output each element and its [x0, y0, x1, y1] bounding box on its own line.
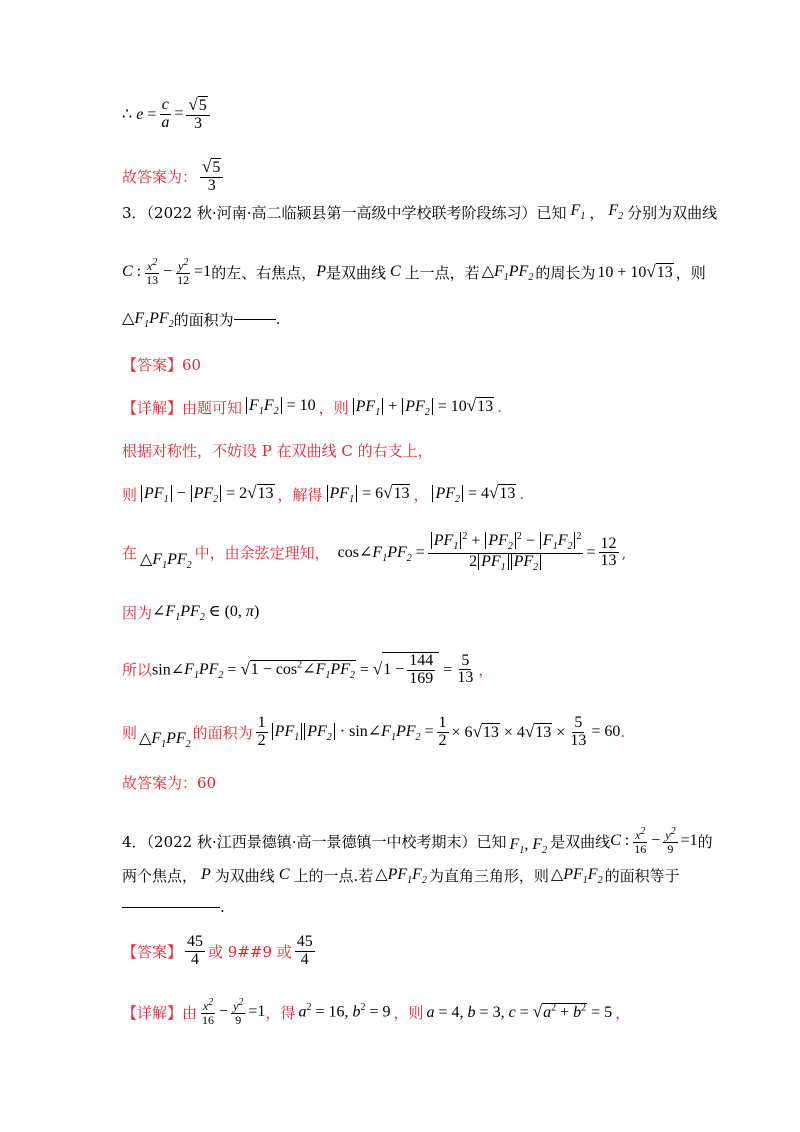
- detail-line-7: 则 $\triangle F_1PF_2$ 的面积为 $\frac{1}{2}$ $PF_1$ $PF_2$ · $\sin\angle F_1PF_2$ = $\frac{1}{2}$ × 6√13 × 4√13 × $\frac{5}{13}$ = 60 .: [122, 713, 626, 751]
- answer-line-2: 故答案为： $\frac{√5}{3}$: [122, 158, 226, 195]
- q3-text: 上一点，若: [404, 263, 480, 282]
- answer-4: 【答案】 $\frac{45}{4}$ 或 9##9 或 $\frac{45}{4}$: [122, 933, 313, 968]
- q4-text: 的: [697, 832, 713, 851]
- answer-value: 60: [182, 355, 202, 374]
- q3-text: 的面积为: [173, 310, 234, 329]
- q4-text: 两个焦点，: [122, 866, 198, 885]
- detail-text: 则: [122, 723, 138, 742]
- final-answer-3: 故答案为：60: [122, 774, 217, 792]
- question-3-line-1: 3．（2022 秋·河南·高二临颍县第一高级中学校联考阶段练习）已知 $F_1$ ， $F_2$ 分别为双曲线: [122, 202, 718, 223]
- q3-text: 的周长为: [535, 263, 596, 282]
- detail-line-3: 则 $PF_1 - PF_2 = 2√13$ ，解得 $PF_1 = 6√13$ ， $PF_2 = 4√13$ .: [122, 483, 525, 506]
- answer-value: 或 9##9 或: [208, 942, 292, 961]
- answer-3: [122, 354, 201, 375]
- answer-blank: [122, 906, 220, 908]
- detail-label: 【详解】: [122, 1003, 183, 1022]
- detail-text: ，得: [265, 1003, 296, 1022]
- answer-label: 【答案】: [122, 356, 183, 374]
- detail-line-4: 在 $\triangle F_1PF_2$ 中，由余弦定理知， $\cos\angle F_1PF_2$ = $\frac{PF_1^2 + PF_2^2 - F_1F_2^2}{2 PF_1 PF_2}$ = $\frac{12}{13}$ ,: [122, 531, 627, 574]
- answer-label: 【答案】: [122, 942, 183, 961]
- detail-text: 则: [122, 485, 138, 504]
- detail-line-2: 根据对称性，不妨设 P 在双曲线 C 的右支上，: [122, 442, 433, 460]
- question-3-source: 3．（2022 秋·河南·高二临颍县第一高级中学校联考阶段练习）已知: [122, 204, 567, 222]
- detail-text: 因为: [122, 603, 153, 622]
- answer-blank: [234, 318, 276, 320]
- answer-label: 故答案为：: [122, 167, 198, 186]
- q4-text: 的面积等于: [604, 866, 680, 885]
- eccentricity-line: ∴ e = $\frac{c}{a}$ = $\frac{√5}{3}$: [122, 96, 213, 133]
- detail-text: ，解得: [277, 485, 323, 504]
- detail-text: ，则: [393, 1003, 424, 1022]
- detail-text: 由题可知: [182, 398, 243, 417]
- detail-text: 中，由余弦定理知，: [194, 544, 330, 563]
- question-3-line-3: $\triangle F_1PF_2$ 的面积为 .: [122, 310, 281, 331]
- detail-text: 在: [122, 544, 138, 563]
- q4-text: 上的一点.若: [293, 866, 374, 885]
- detail-text: ，则: [318, 398, 349, 417]
- question-4-line-2: 两个焦点， P 为双曲线 C 上的一点.若 $\triangle PF_1F_2$ 为直角三角形，则 $\triangle PF_1F_2$ 的面积等于: [122, 866, 680, 887]
- detail-label: 【详解】: [122, 398, 183, 417]
- detail-line-5: 因为 $\angle F_1PF_2$ ∈ (0, π): [122, 603, 260, 624]
- detail-line-1: 【详解】 由题可知 $F_1F_2 = 10$ ，则 $PF_1 + PF_2 = 10√13$ .: [122, 396, 502, 419]
- q4-text: 为直角三角形，则: [428, 866, 549, 885]
- q3-text: ，则: [675, 263, 706, 282]
- question-4-blank-line: .: [122, 898, 225, 916]
- q3-text: .: [275, 310, 281, 329]
- detail-text: 由: [182, 1003, 198, 1022]
- q3-text: 分别为双曲线: [627, 204, 718, 222]
- detail-4-line-1: 【详解】 由 $\frac{x^2}{16}$ − $\frac{y^2}{9}$ =1 ，得 $a^2 = 16$, $b^2 = 9$ ，则 a = 4, b = 3, $c = √a^2 + b^2 = 5$ ，: [122, 997, 631, 1027]
- q3-text: 的左、右焦点，: [211, 263, 317, 282]
- q3-text: 是双曲线: [325, 263, 386, 282]
- q4-text: 为双曲线: [214, 866, 275, 885]
- question-3-line-2: C : $\frac{x^2}{13}$ − $\frac{y^2}{12}$ =1 的左、右焦点， P 是双曲线 C 上一点，若 $\triangle F_1PF_2$ 的周长为 10 + 10√13 ，则: [122, 257, 706, 287]
- question-4-line-1: 4．（2022 秋·江西景德镇·高一景德镇一中校考期末）已知 $F_1$, $F_2$ 是双曲线 C : $\frac{x^2}{16}$ − $\frac{y^2}{9}$ =1 的: [122, 826, 713, 857]
- detail-text: 所以: [122, 661, 153, 680]
- q4-text: 是双曲线: [550, 832, 611, 851]
- detail-line-6: 所以 $\sin\angle F_1PF_2 = √1$ − $\cos^2\angle F_1PF_2 = √1$ − $\frac{144}{169}$ = $\frac{5}{13}$ ，: [122, 651, 494, 687]
- question-4-source: 4．（2022 秋·江西景德镇·高一景德镇一中校考期末）已知: [122, 832, 507, 851]
- detail-text: 的面积为: [192, 723, 253, 742]
